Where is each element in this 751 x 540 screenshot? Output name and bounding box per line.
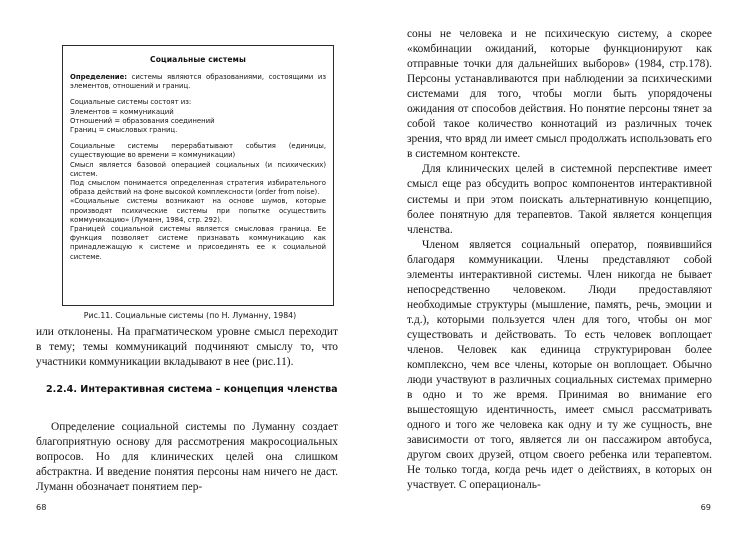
- figure-paragraph-events: Социальные системы перерабатывают события (единицы, существующие во времени = коммуникации): [70, 142, 326, 160]
- figure-paragraph-boundary: Границей социальной системы является смысловая граница. Ее функция позволяет системе признавать коммуникацию как принадлежащую к системе и присоединять ее к социальной системе.: [70, 225, 326, 261]
- page-number-left: 68: [36, 502, 47, 512]
- left-paragraph-after-heading: Определение социальной системы по Луманну создает благоприятную основу для рассмотрения макросоциальных вопросов. Но для клинических целей она слишком абстрактна. И введение понятия персоны нам ничего не даст. Луманн обозначает понятием пер-: [36, 421, 338, 493]
- figure-composition-item-2: Границ = смысловых границ.: [70, 126, 178, 135]
- left-page-body-bottom: [36, 420, 338, 495]
- left-page-body-top: [36, 325, 338, 370]
- figure-composition-item-1: Отношений = образования соединений: [70, 116, 215, 125]
- figure-box-title: Социальные системы: [150, 55, 246, 64]
- right-paragraph-3: Членом является социальный оператор, появившийся благодаря коммуникации. Члены представляют собой элементы интерактивной системы. Член никогда не бывает непосредственно человеком. Люди предоставляют необходимые структуры (мышление, память, речь, эмоции и т.д.), которыми пользуется член для того, чтобы он мог существовать и действовать. То есть человек воплощает членов. Человек как единица структурирован более комплексно, чем все члены, которые он воплощает. Обычно люди участвуют в различных социальных системах примерно в одно и то же время. Принимая во внимание его вышестоящую идентичность, имеет смысл рассматривать одного и того же человека как одну и ту же сущность, вне зависимости от того, является ли он пассажиром автобуса, другом своих друзей, отцом своего ребенка или терапевтом. Не только тогда, когда речь идет о действиях, в которых он участвует. С операциональ-: [407, 238, 712, 492]
- figure-caption: Рис.11. Социальные системы (по Н. Луманну, 1984): [83, 311, 297, 320]
- left-paragraph-continued: или отклонены. На прагматическом уровне смысл переходит в тему; темы коммуникаций подчиняют смыслу то, что участники коммуникации вкладывают в нее (рис.11).: [36, 326, 338, 368]
- left-page: [0, 0, 370, 540]
- page-number-right: 69: [700, 502, 711, 512]
- section-heading-2-2-4: 2.2.4. Интерактивная система – концепция членства: [46, 384, 338, 395]
- right-page-body: [407, 27, 712, 493]
- figure-definition-label: Определение:: [70, 73, 127, 81]
- figure-definition-text: системы являются образованиями, состоящими из элементов, отношений и границ.: [70, 73, 326, 91]
- figure-paragraph-meaning: Смысл является базовой операцией социальных (и психических) систем.: [70, 160, 326, 178]
- right-paragraph-1: соны не человека и не психическую систему, а скорее «комбинации ожиданий, которые функционируют как отправные точки для дальнейших выборов» (1984, стр.178). Персоны устанавливаются при наблюдении за психическими системами для того, чтобы могли быть упорядочены ожидания от способов действия. Но понятие персоны тянет за собой такое количество коннотаций из различных точек зрения, что вряд ли имеет смысл продолжать использовать его в системном контексте.: [407, 28, 712, 161]
- right-paragraph-2: Для клинических целей в системной перспективе имеет смысл еще раз обсудить вопрос компонентов интерактивной системы и при этом поискать альтернативную концепцию, более понятную для терапевтов. Такой является концепция членства.: [407, 163, 712, 236]
- figure-composition-block: [70, 98, 326, 135]
- right-page: [375, 0, 751, 540]
- figure-box-social-systems: [62, 45, 334, 306]
- figure-composition-item-0: Элементов = коммуникаций: [70, 107, 174, 116]
- figure-paragraph-quote: «Социальные системы возникают на основе шумов, которые производят психические системы при попытке осуществить коммуникацию» (Луманн, 1984, стр. 292).: [70, 197, 326, 224]
- figure-composition-intro: Социальные системы состоят из:: [70, 98, 192, 107]
- figure-paragraph-strategy: Под смыслом понимается определенная стратегия избирательного образа действий на фоне высокой комплексности (order from noise).: [70, 179, 326, 197]
- figure-definition-paragraph: [70, 73, 326, 91]
